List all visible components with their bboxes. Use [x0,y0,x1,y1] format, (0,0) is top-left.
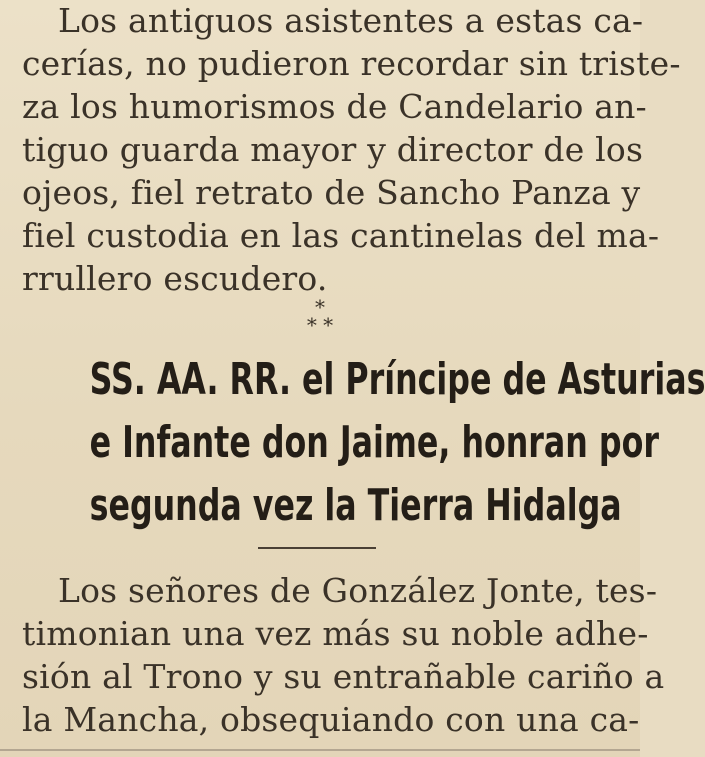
paragraph-line: tiguo guarda mayor y director de los [22,130,644,169]
asterism-top: * [315,295,325,319]
paragraph-line: Los señores de González Jonte, tes- [58,571,658,610]
headline-line: e Infante don Jaime, honran por [89,417,659,468]
asterism-bottom: * * [306,313,334,337]
paragraph-line: sión al Trono y su entrañable cariño a [22,657,665,696]
paragraph-line: za los humorismos de Candelario an- [22,87,647,126]
paragraph-line: ojeos, fiel retrato de Sancho Panza y [22,173,641,212]
headline-line: segunda vez la Tierra Hidalga [89,480,622,531]
paragraph-line: timonian una vez más su noble adhe- [22,614,649,653]
paragraph-line: fiel custodia en las cantinelas del ma- [22,216,660,255]
paragraph-line: cerías, no pudieron recordar sin tristе- [22,44,681,83]
paragraph-line: rrullero escudero. [22,259,328,298]
paragraph-line: Los antiguos asistentes a estas ca- [58,1,644,40]
paragraph-line: la Mancha, obsequiando con una ca- [22,700,640,739]
headline-line: SS. AA. RR. el Príncipe de Asturias [89,354,705,405]
page-edge-rule [0,749,640,751]
section-divider [258,547,376,549]
